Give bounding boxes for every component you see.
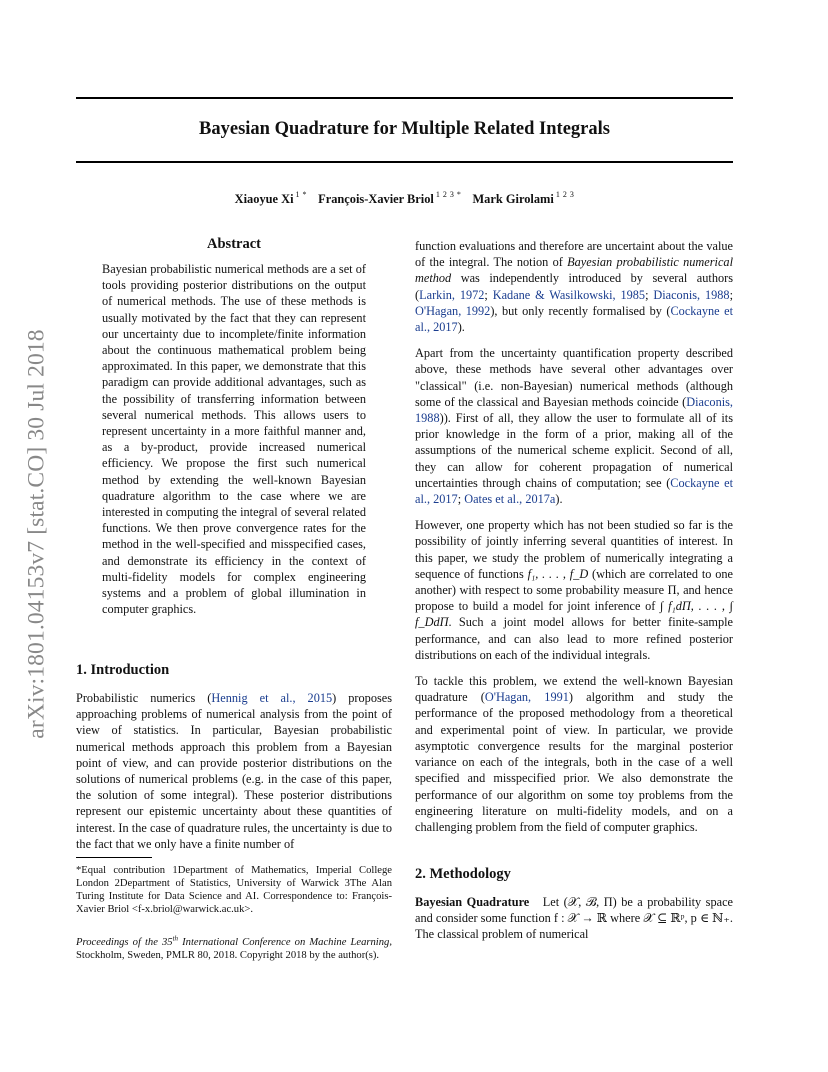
arxiv-sidebar xyxy=(22,294,52,774)
proceedings-footnote: Proceedings of the 35th International Conference on Machine Learning, Stockholm, Sweden, PMLR 80, 2018. Copyright 2018 by the author(s). xyxy=(76,934,392,961)
citation-link[interactable]: Kadane & Wasilkowski, 1985 xyxy=(492,287,646,302)
abstract-text: Bayesian probabilistic numerical methods are a set of tools providing posterior distributions on the output of numerical methods. The use of these methods is usually motivated by the fact that they can represent our uncertainty due to incomplete/finite information about the continuous mathematical problem being approximated. In this paper, we demonstrate that this paradigm can provide additional advantages, such as the possibility of transferring information between several numerical methods. This allows users to represent uncertainty in a more faithful manner and, as a by-product, provide increased numerical efficiency. We propose the first such numerical method by extending the well-known Bayesian quadrature algorithm to the case where we are interested in computing the integral of several related functions. We then prove convergence rates for the method in the well-specified and misspecified cases, and demonstrate its efficiency in the context of multi-fidelity models for complex engineering systems and a problem of global illumination in computer graphics. xyxy=(102,262,366,617)
citation-link[interactable]: Diaconis, 1988 xyxy=(653,287,730,302)
citation-link[interactable]: Larkin, 1972 xyxy=(419,287,485,302)
methodology-paragraph: Bayesian Quadrature Let (𝒳, ℬ, Π) be a probability space and consider some function f : 𝒳 → ℝ where 𝒳 ⊆ ℝᵖ, p ∈ ℕ₊. The classical problem of numerical xyxy=(415,895,733,942)
citation-link[interactable]: O'Hagan, 1992 xyxy=(415,303,491,318)
affiliation-footnote: *Equal contribution 1Department of Mathematics, Imperial College London 2Department of Statistics, University of Warwick 3The Alan Turing Institute for Data Science and AI. Correspondence to: François-Xavier Briol <f-x.briol@warwick.ac.uk>. xyxy=(76,865,392,915)
intro-paragraph: Probabilistic numerics (Hennig et al., 2015) proposes approaching problems of numerical analysis from the point of view of statistics. In particular, Bayesian probabilistic numerical methods approach this problem from a Bayesian point of view, and can provide posterior distributions on the solutions of numerical problems (e.g. in the case of this paper, the solution of some integral). These posterior distributions represent our epistemic uncertainty about these quantities of interest. In the case of quadrature rules, the uncertainty is due to the fact that we only have a finite number of xyxy=(76,691,392,851)
paper-title: Bayesian Quadrature for Multiple Related Integrals xyxy=(199,119,610,139)
citation-link[interactable]: Cockayne et al., 2017 xyxy=(415,303,733,335)
citation-link[interactable]: Oates et al., 2017a xyxy=(464,492,556,507)
author-affil: 1 2 3 * xyxy=(435,190,462,199)
author-name: Xiaoyue Xi xyxy=(234,192,294,206)
citation-link[interactable]: O'Hagan, 1991 xyxy=(484,690,569,705)
math-inline: ∫ f₁dΠ, . . . , ∫ f_DdΠ xyxy=(415,599,733,630)
math-inline: f₁, . . . , f_D xyxy=(527,566,589,581)
author-name: Mark Girolami xyxy=(472,192,554,206)
section-heading-introduction: 1. Introduction xyxy=(76,662,170,678)
paragraph: function evaluations and therefore are uncertaint about the value of the integral. The notion of Bayesian probabilistic numerical method was independently introduced by several authors (Larkin, 1972; Kadane & Wasilkowski, 1985; Diaconis, 1988; O'Hagan, 1992), but only recently formalised by (Cockayne et al., 2017). xyxy=(415,239,733,335)
paragraph: Apart from the uncertainty quantification property described above, these methods have several other advantages over "classical" (i.e. non-Bayesian) numerical methods (although some of the classical and Bayesian methods coincide (Diaconis, 1988)). First of all, they allow the user to formulate all of its prior knowledge in the form of a prior, making all of the assumptions of the numerical scheme explicit. Second of all, they can allow for coherent propagation of numerical uncertainties through chains of computation; see (Cockayne et al., 2017; Oates et al., 2017a). xyxy=(415,346,733,507)
runin-heading: Bayesian Quadrature xyxy=(415,895,530,909)
footnote-rule xyxy=(76,857,152,858)
section-heading-methodology: 2. Methodology xyxy=(415,866,511,882)
citation-link[interactable]: Cockayne et al., 2017 xyxy=(415,475,733,507)
citation-link[interactable]: Diaconis, 1988 xyxy=(415,394,733,426)
author-name: François-Xavier Briol xyxy=(318,192,434,206)
citation-link[interactable]: Hennig et al., 2015 xyxy=(211,691,333,705)
author-affil: 1 * xyxy=(295,190,308,199)
paragraph: However, one property which has not been studied so far is the possibility of jointly inferring several quantities of interest. In this paper, we study the problem of numerically integrating a sequence of functions f₁, . . . , f_D (which are correlated to one another) with respect to some probability measure Π, and hence propose to build a model for joint inference of ∫ f₁dΠ, . . . , ∫ f_DdΠ. Such a joint model allows for better finite-sample performance, and can also lead to more refined posterior distributions on each of the individual integrals. xyxy=(415,518,733,662)
arxiv-id: arXiv:1801.04153v7 [stat.CO] 30 Jul 2018 xyxy=(23,329,50,739)
title-top-rule xyxy=(76,97,733,99)
right-column xyxy=(415,238,733,835)
author-affil: 1 2 3 xyxy=(555,190,575,199)
paragraph: To tackle this problem, we extend the well-known Bayesian quadrature (O'Hagan, 1991) algorithm and study the performance of the proposed methodology from a theoretical and experimental point of view. In particular, we provide asymptotic convergence results for the marginal posterior variance on each of the integrals, both in the case of a well specified and misspecified prior. We also demonstrate the performance of our algorithm on some toy problems from the engineering literature on multi-fidelity models, and on a challenging problem from the field of computer graphics. xyxy=(415,674,733,834)
author-list xyxy=(76,190,733,207)
title-bottom-rule xyxy=(76,161,733,163)
abstract-heading: Abstract xyxy=(207,236,261,252)
